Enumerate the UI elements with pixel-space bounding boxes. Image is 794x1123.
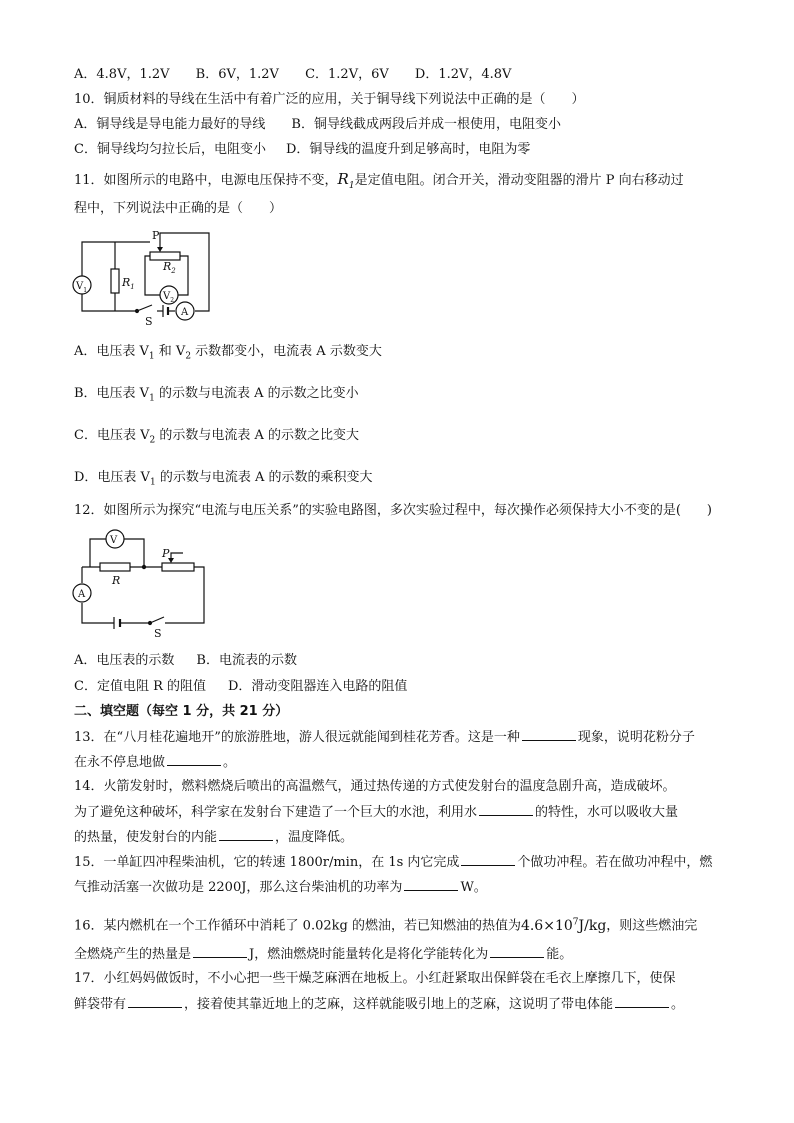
q10-option-b: B．铜导线截成两段后并成一根使用，电阻变小 xyxy=(291,117,561,132)
r1-resistor xyxy=(111,269,119,293)
answer-blank[interactable] xyxy=(193,945,247,958)
q14-line3: 的热量，使发射台的内能 ，温度降低。 xyxy=(74,830,354,845)
q17-line2: 鲜袋带有 ，接着使其靠近地上的芝麻，这样就能吸引地上的芝麻，这说明了带电体能 。 xyxy=(74,997,685,1012)
label-r2: $R_2$ xyxy=(163,260,176,275)
q9-option-a: A．4.8V，1.2V xyxy=(74,67,170,82)
q15-line1: 15．一单缸四冲程柴油机，它的转速 1800r/min，在 1s 内它完成 个做功冲程。若在做功冲程中，燃 xyxy=(74,855,713,870)
q10-stem: 10．铜质材料的导线在生活中有着广泛的应用，关于铜导线下列说法中正确的是（ ） xyxy=(74,92,585,107)
q12-option-b: B．电流表的示数 xyxy=(196,653,297,668)
label-s: S xyxy=(145,315,153,327)
q12-option-d: D．滑动变阻器连入电路的阻值 xyxy=(228,679,408,694)
label-v1: $V_1$ xyxy=(76,281,88,294)
label-p: P xyxy=(162,547,170,560)
q12-circuit-diagram xyxy=(70,527,210,639)
q14-line2: 为了避免这种破坏，科学家在发射台下建造了一个巨大的水池，利用水 的特性，水可以吸收大量 xyxy=(74,805,679,820)
q10-option-d: D．铜导线的温度升到足够高时，电阻为零 xyxy=(285,142,531,157)
q11-option-a: A．电压表 $V_1$ 和 $V_2$ 示数都变小，电流表 A 示数变大 xyxy=(74,344,382,362)
q15-line2: 气推动活塞一次做功是 2200J，那么这台柴油机的功率为 W。 xyxy=(74,880,487,895)
q16-line2: 全燃烧产生的热量是 J，燃油燃烧时能量转化是将化学能转化为 能。 xyxy=(74,947,573,962)
label-a: A xyxy=(78,589,86,600)
label-v2: $V_2$ xyxy=(163,291,175,304)
section-heading: 二、填空题（每空 1 分，共 21 分） xyxy=(74,704,289,719)
q11-stem-line2: 程中，下列说法中正确的是（ ） xyxy=(74,201,283,216)
q10-option-a: A．铜导线是导电能力最好的导线 xyxy=(74,117,266,132)
label-r1: $R_1$ xyxy=(122,276,135,291)
answer-blank[interactable] xyxy=(522,728,576,741)
q11-circuit-diagram xyxy=(70,225,220,327)
answer-blank[interactable] xyxy=(404,878,458,891)
q13-line2: 在永不停息地做 。 xyxy=(74,755,237,770)
q9-option-d: D．1.2V，4.8V xyxy=(414,67,512,82)
resistor-r xyxy=(100,563,130,571)
q9-option-b: B．6V，1.2V xyxy=(195,67,279,82)
r2-resistor xyxy=(150,252,180,260)
answer-blank[interactable] xyxy=(615,995,669,1008)
wire-bottom-left xyxy=(82,291,137,311)
q11-option-b: B．电压表 $V_1$ 的示数与电流表 A 的示数之比变小 xyxy=(74,386,359,404)
answer-blank[interactable] xyxy=(128,995,182,1008)
q11-option-c: C．电压表 $V_2$ 的示数与电流表 A 的示数之比变大 xyxy=(74,428,359,446)
heat-value: $4.6\times 10^7J/kg$ xyxy=(520,917,607,934)
switch-s xyxy=(137,305,152,311)
rheostat xyxy=(162,563,194,571)
q10-option-c: C．铜导线均匀拉长后，电阻变小 xyxy=(74,142,266,157)
q10-options-cd xyxy=(74,141,530,159)
label-p: P xyxy=(152,229,160,242)
label-v: V xyxy=(110,535,118,546)
q11-option-d: D．电压表 $V_1$ 的示数与电流表 A 的示数的乘积变大 xyxy=(74,470,373,488)
answer-blank[interactable] xyxy=(219,828,273,841)
q9-options xyxy=(74,66,511,84)
answer-blank[interactable] xyxy=(167,753,221,766)
answer-blank[interactable] xyxy=(490,945,544,958)
label-a: A xyxy=(181,307,189,318)
label-r: R xyxy=(112,574,121,587)
q12-stem: 12．如图所示为探究“电流与电压关系”的实验电路图，多次实验过程中，每次操作必须保持大小不变的是( ) xyxy=(74,503,712,518)
q9-option-c: C．1.2V，6V xyxy=(305,67,389,82)
q12-option-a: A．电压表的示数 xyxy=(74,653,175,668)
q10-options-ab xyxy=(74,116,561,134)
label-s: S xyxy=(154,627,162,639)
answer-blank[interactable] xyxy=(479,803,533,816)
q12-option-c: C．定值电阻 R 的阻值 xyxy=(74,679,206,694)
q17-line1: 17．小红妈妈做饭时，不小心把一些干燥芝麻洒在地板上。小红赶紧取出保鲜袋在毛衣上摩擦几下，使保 xyxy=(74,971,676,986)
q11-stem-line1: 11．如图所示的电路中，电源电压保持不变，$R_1$是定值电阻。闭合开关，滑动变阻器的滑片 P 向右移动过 xyxy=(74,170,684,191)
r1-symbol: $R_1$ xyxy=(337,170,355,191)
q13-line1: 13．在“八月桂花遍地开”的旅游胜地，游人很远就能闻到桂花芳香。这是一种 现象，说明花粉分子 xyxy=(74,730,695,745)
q14-line1: 14．火箭发射时，燃料燃烧后喷出的高温燃气，通过热传递的方式使发射台的温度急剧升高，造成破坏。 xyxy=(74,779,676,794)
switch-s xyxy=(150,617,164,623)
q12-options-ab xyxy=(74,652,297,670)
q12-options-cd xyxy=(74,678,407,696)
q16-line1: 16．某内燃机在一个工作循环中消耗了 0.02kg 的燃油，若已知燃油的热值为$4.6\times 10^7J/kg$，则这些燃油完 xyxy=(74,917,698,934)
answer-blank[interactable] xyxy=(461,853,515,866)
